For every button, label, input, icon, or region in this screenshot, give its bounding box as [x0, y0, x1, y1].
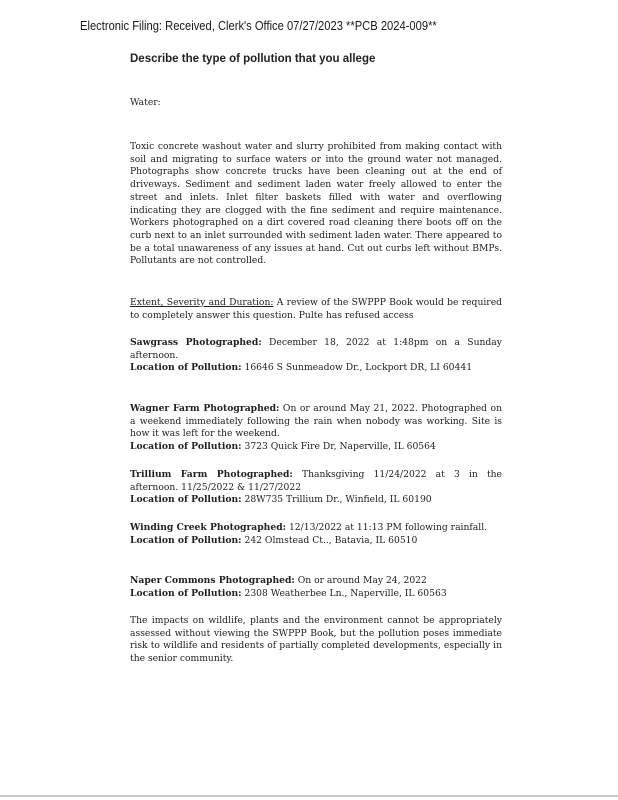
site-photo-text: On or around May 24, 2022 [294, 575, 427, 586]
site-photo-text: 12/13/2022 at 11:13 PM following rainfall. [286, 522, 488, 533]
site-location-label: Location of Pollution: [130, 441, 242, 453]
site-location-text: 16646 S Sunmeadow Dr., Lockport DR, LI 60441 [241, 362, 473, 374]
filing-stamp: Electronic Filing: Received, Clerk's Office 07/27/2023 **PCB 2024-009** [80, 18, 437, 33]
site-location-label: Location of Pollution: [130, 587, 242, 599]
extent-paragraph [130, 297, 502, 322]
site-photo-text: December 18, 2022 at 1:48pm on a Sunday afternoon. [130, 337, 502, 361]
site-photo-label: Wagner Farm Photographed: [130, 403, 280, 414]
site-photo-label: Winding Creek Photographed: [130, 522, 287, 533]
site-location-text: 3723 Quick Fire Dr, Naperville, IL 60564 [241, 441, 436, 453]
closing-paragraph: The impacts on wildlife, plants and the environment cannot be appropriately assessed without viewing the SWPPP Book, but the pollution poses immediate risk to wildlife and residents of partially completed developments, especially in the senior community. [130, 615, 502, 665]
site-entry [130, 403, 502, 454]
extent-text: A review of the SWPPP Book would be required to completely answer this question. Pulte has refused access [130, 297, 503, 321]
site-entry [130, 522, 502, 547]
site-location-label: Location of Pollution: [130, 534, 242, 546]
page-bottom-edge [0, 795, 618, 797]
site-entry [130, 575, 502, 600]
water-label: Water: [130, 97, 161, 108]
site-entry [130, 337, 502, 375]
site-location-text: 28W735 Trillium Dr., Winfield, IL 60190 [241, 494, 432, 506]
site-photo-label: Trillium Farm Photographed: [130, 469, 293, 480]
pollution-description: Toxic concrete washout water and slurry prohibited from making contact with soil and migrating to surface waters or into the ground water not managed. Photographs show concrete trucks have been cleaning out at the end of driveways. Sediment and sediment laden water freely allowed to enter the street and inlets. Inlet filter baskets filled with water and overflowing indicating they are clogged with the fine sediment and require maintenance. Workers photographed on a dirt covered road cleaning there boots off on the curb next to an inlet surrounded with sediment laden water. There appeared to be a total unawareness of any issues at hand. Cut out curbs left without BMPs. Pollutants are not controlled. [130, 141, 502, 267]
extent-label: Extent, Severity and Duration: [130, 297, 274, 308]
section-heading: Describe the type of pollution that you allege [130, 53, 376, 65]
site-entry [130, 469, 502, 507]
site-photo-text: On or around May 21, 2022. Photographed on a weekend immediately following the rain when nobody was working. Site is how it was left for the weekend. [130, 403, 503, 440]
site-location-text: 2308 Weatherbee Ln., Naperville, IL 60563 [241, 587, 447, 599]
site-photo-text: Thanksgiving 11/24/2022 at 3 in the afternoon. 11/25/2022 & 11/27/2022 [130, 469, 502, 493]
site-location-label: Location of Pollution: [130, 494, 242, 506]
site-location-text: 242 Olmstead Ct.., Batavia, IL 60510 [241, 534, 418, 546]
site-photo-label: Naper Commons Photographed: [130, 575, 295, 586]
site-location-label: Location of Pollution: [130, 362, 242, 374]
site-photo-label: Sawgrass Photographed: [130, 337, 262, 348]
